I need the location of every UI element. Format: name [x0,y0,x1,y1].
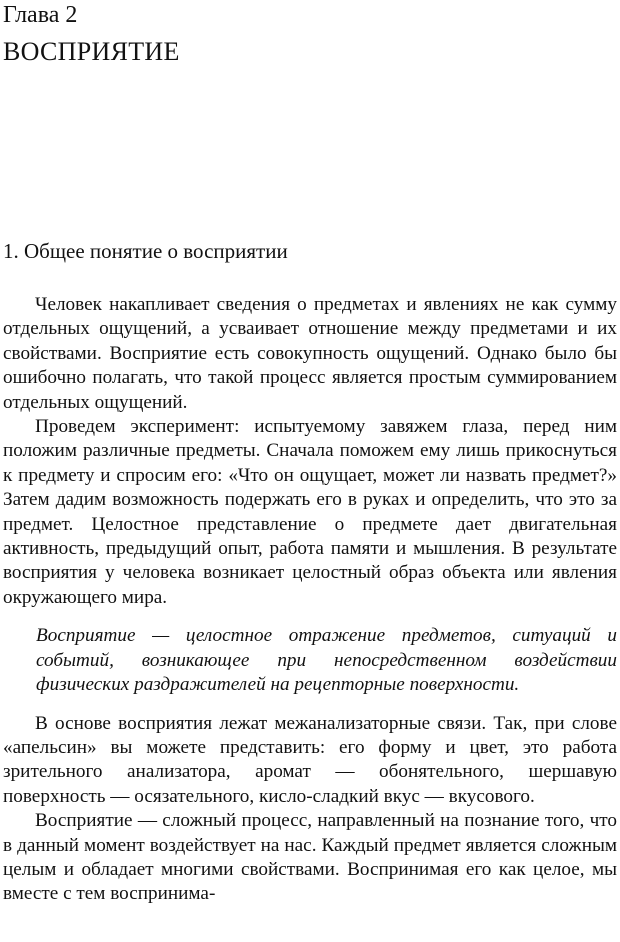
chapter-label: Глава 2 [3,2,78,28]
body-text [3,293,617,907]
paragraph-4: Восприятие — сложный процесс, направленный на познание того, что в данный момент воздействует на нас. Каждый предмет является сложным целым и обладает многими свойствами. Воспринимая его как целое, мы вместе с тем воспринима- [3,810,617,905]
paragraph-3: В основе восприятия лежат межанализаторные связи. Так, при слове «апельсин» вы можете представить: его форму и цвет, это работа зрительного анализатора, аромат — обонятельного, шершавую поверхность — осязательного, кисло-сладкий вкус — вкусового. [3,712,617,807]
definition-block: Восприятие — целостное отражение предметов, ситуаций и событий, возникающее при непосредственном воздействии физических раздражителей на рецепторные поверхности. [36,625,617,696]
paragraph-1: Человек накапливает сведения о предметах и явлениях не как сумму отдельных ощущений, а усваивает отношение между предметами и их свойствами. Восприятие есть совокупность ощущений. Однако было бы ошибочно полагать, что такой процесс является простым суммированием отдельных ощущений. [3,294,617,413]
paragraph-2: Проведем эксперимент: испытуемому завяжем глаза, перед ним положим различные предметы. Сначала поможем ему лишь прикоснуться к предмету и спросим его: «Что он ощущает, может ли назвать предмет?» Затем дадим возможность подержать его в руках и определить, что это за предмет. Целостное представление о предмете дает двигательная активность, предыдущий опыт, работа памяти и мышления. В результате восприятия у человека возникает целостный образ объекта или явления окружающего мира. [3,416,617,608]
chapter-title: ВОСПРИЯТИЕ [3,37,180,66]
section-title: 1. Общее понятие о восприятии [3,239,288,263]
